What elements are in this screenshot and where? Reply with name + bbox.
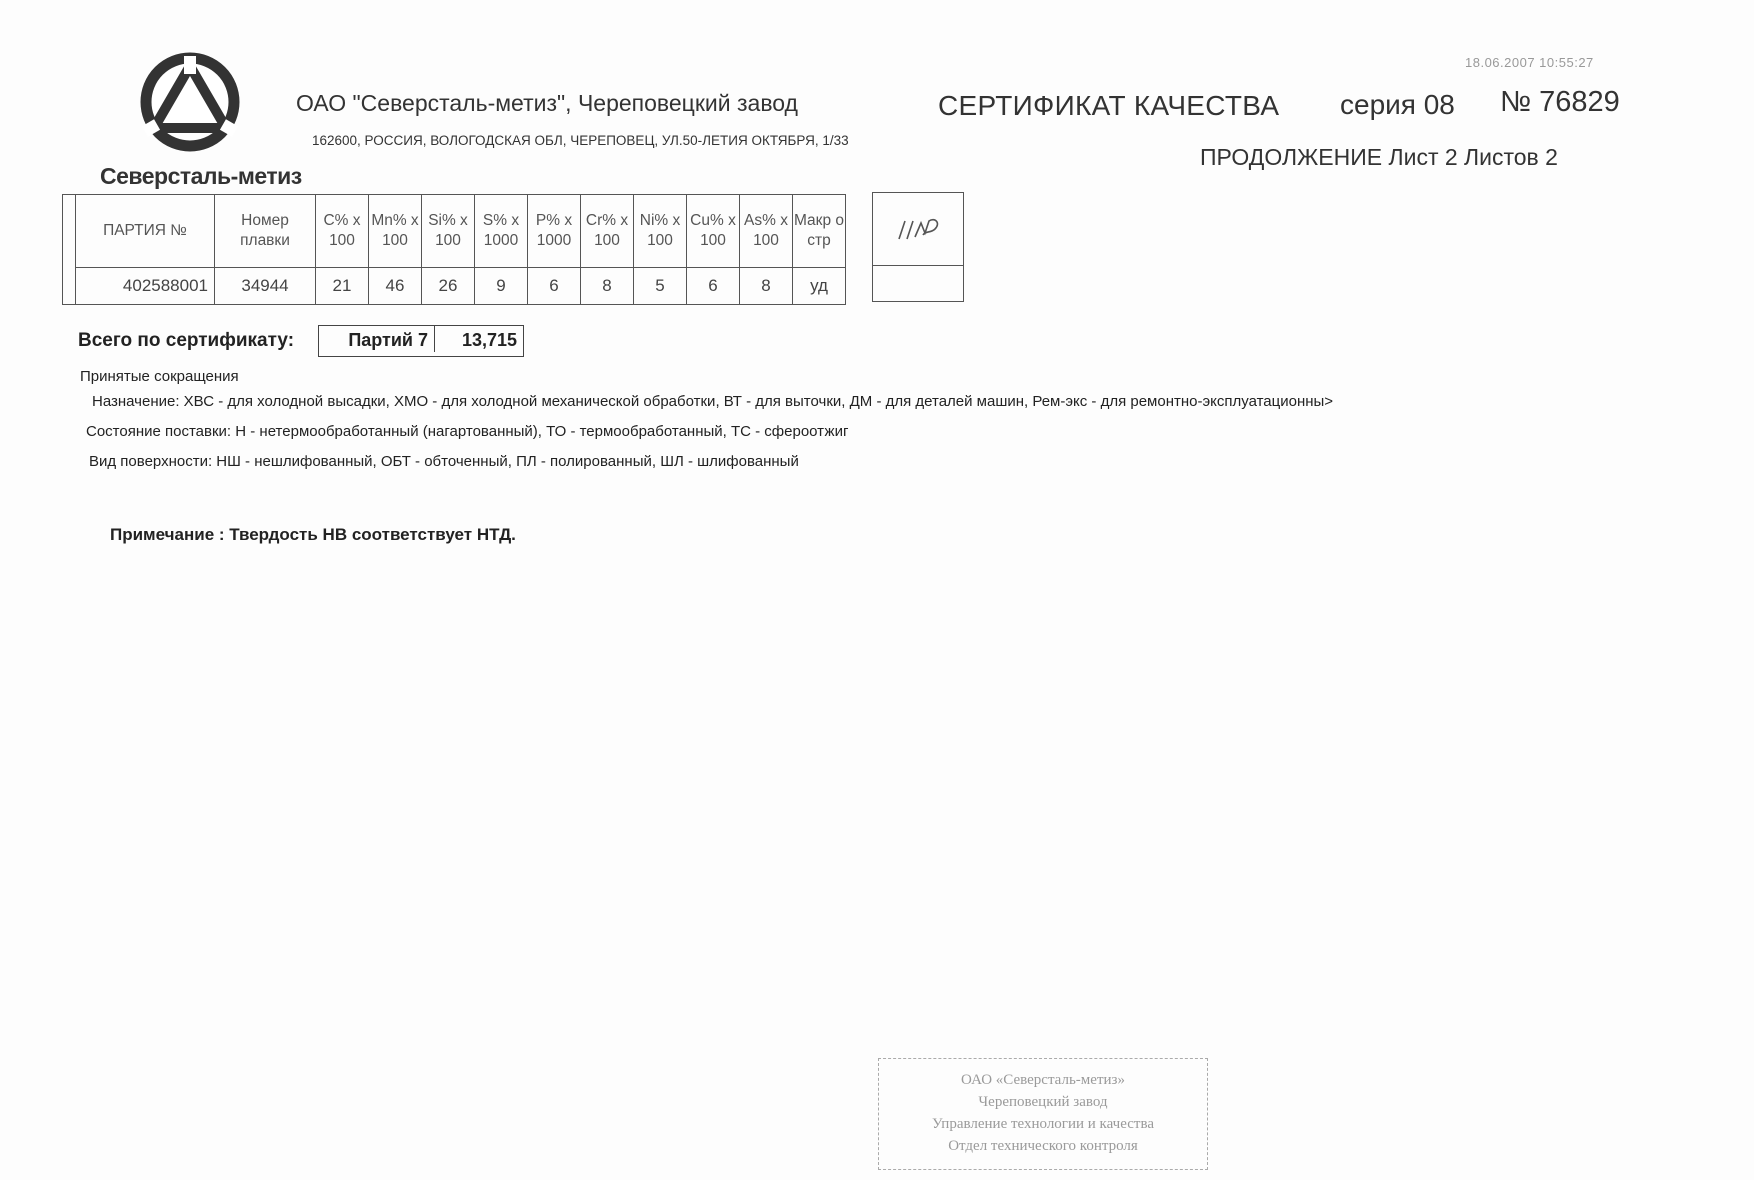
signature-box <box>872 192 964 302</box>
sheet-continuation: ПРОДОЛЖЕНИЕ Лист 2 Листов 2 <box>1200 144 1558 170</box>
col-header-s: S% х 1000 <box>475 195 528 268</box>
col-header-melt: Номер плавки <box>215 195 316 268</box>
col-header-p: P% х 1000 <box>528 195 581 268</box>
table-left-margin <box>63 195 76 305</box>
col-header-c: С% х 100 <box>316 195 369 268</box>
col-header-cr: Cr% х 100 <box>581 195 634 268</box>
abbreviation-delivery: Состояние поставки: Н - нетермообработанный (нагартованный), ТО - термообработанный, ТС - сфероотжиг <box>86 423 849 440</box>
cell-as: 8 <box>740 268 793 305</box>
cell-s: 9 <box>475 268 528 305</box>
col-header-si: Si% х 100 <box>422 195 475 268</box>
hardness-note: Примечание : Твердость НВ соответствует НТД. <box>110 525 516 544</box>
stamp-line: Управление технологии и качества <box>932 1116 1154 1132</box>
col-header-batch: ПАРТИЯ № <box>76 195 215 268</box>
cell-mn: 46 <box>369 268 422 305</box>
signature-box-divider <box>873 265 963 266</box>
company-address: 162600, РОССИЯ, ВОЛОГОДСКАЯ ОБЛ, ЧЕРЕПОВЕЦ, УЛ.50-ЛЕТИЯ ОКТЯБРЯ, 1/33 <box>312 133 849 148</box>
col-header-as: As% х 100 <box>740 195 793 268</box>
cell-ni: 5 <box>634 268 687 305</box>
cell-melt: 34944 <box>215 268 316 305</box>
cell-macro: уд <box>793 268 846 305</box>
composition-table <box>62 194 846 305</box>
totals-batches: Партий 7 <box>319 326 435 352</box>
cell-si: 26 <box>422 268 475 305</box>
cell-c: 21 <box>316 268 369 305</box>
stamp-line: Череповецкий завод <box>978 1094 1108 1110</box>
abbreviation-surface: Вид поверхности: НШ - нешлифованный, ОБТ - обточенный, ПЛ - полированный, ШЛ - шлифованный <box>89 453 799 470</box>
table-row <box>63 268 846 305</box>
signature-icon <box>895 213 945 245</box>
totals-weight: 13,715 <box>461 330 517 350</box>
abbreviations-title: Принятые сокращения <box>80 368 239 385</box>
logo-wordmark: Северсталь-метиз <box>100 163 302 189</box>
cell-batch: 402588001 <box>76 268 215 305</box>
cell-p: 6 <box>528 268 581 305</box>
cell-cr: 8 <box>581 268 634 305</box>
certificate-title: СЕРТИФИКАТ КАЧЕСТВА <box>938 90 1280 121</box>
cell-cu: 6 <box>687 268 740 305</box>
quality-control-stamp <box>878 1058 1208 1170</box>
col-header-macro: Макр о стр <box>793 195 846 268</box>
company-name: ОАО "Северсталь-метиз", Череповецкий завод <box>296 90 798 116</box>
table-header-row <box>63 195 846 268</box>
totals-label: Всего по сертификату: <box>78 330 295 351</box>
certificate-series: серия 08 <box>1340 89 1455 120</box>
col-header-mn: Mn% х 100 <box>369 195 422 268</box>
severstal-logo-icon <box>140 52 240 152</box>
stamp-line: ОАО «Северсталь-метиз» <box>961 1072 1125 1088</box>
col-header-ni: Ni% х 100 <box>634 195 687 268</box>
col-header-cu: Cu% х 100 <box>687 195 740 268</box>
print-timestamp: 18.06.2007 10:55:27 <box>1465 55 1594 70</box>
abbreviation-purpose: Назначение: ХВС - для холодной высадки, ХМО - для холодной механической обработки, ВТ - для выточки, ДМ - для деталей машин, Рем-экс - для ремонтно-эксплуатационны> <box>92 393 1334 410</box>
stamp-line: Отдел технического контроля <box>948 1138 1138 1154</box>
totals-box <box>318 325 524 357</box>
certificate-number: № 76829 <box>1500 86 1620 118</box>
